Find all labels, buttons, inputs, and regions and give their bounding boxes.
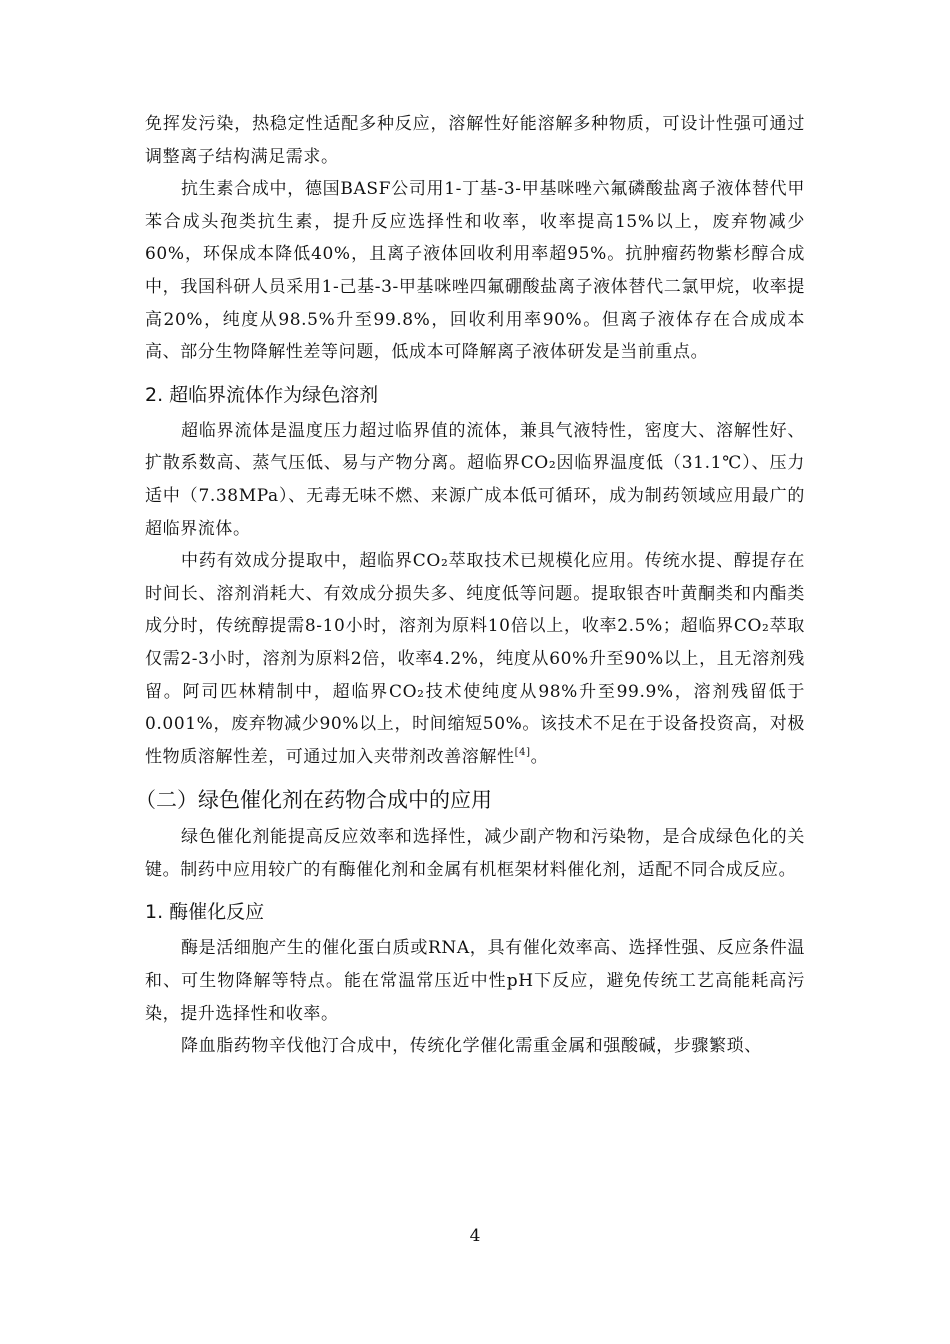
paragraph-green-catalyst-intro: 绿色催化剂能提高反应效率和选择性，减少副产物和污染物，是合成绿色化的关键。制药中应用较广的有酶催化剂和金属有机框架材料催化剂，适配不同合成反应。 [145,827,805,880]
paragraph-end-punctuation: 。 [530,746,549,767]
paragraph-supercritical-definition: 超临界流体是温度压力超过临界值的流体，兼具气液特性，密度大、溶解性好、扩散系数高、蒸气压低、易与产物分离。超临界CO₂因临界温度低（31.1℃）、压力适中（7.38MPa）、无毒无味不燃、来源广成本低可循环，成为制药领域应用最广的超临界流体。 [145,420,805,539]
section-heading-green-catalysts: （二）绿色催化剂在药物合成中的应用 [135,788,492,813]
paragraph-text: 中药有效成分提取中，超临界CO₂萃取技术已规模化应用。传统水提、醇提存在时间长、溶剂消耗大、有效成分损失多、纯度低等问题。提取银杏叶黄酮类和内酯类成分时，传统醇提需8-10小时，溶剂为原料10倍以上，收率2.5%；超临界CO₂萃取仅需2-3小时，溶剂为原料2倍，收率4.2%，纯度从60%升至90%以上，且无溶剂残留。阿司匹林精制中，超临界CO₂技术使纯度从98%升至99.9%，溶剂残留低于0.001%，废弃物减少90%以上，时间缩短50%。该技术不足在于设备投资高，对极性物质溶解性差，可通过加入夹带剂改善溶解性 [145,551,805,767]
page-body [135,108,805,1063]
citation-reference: [4] [514,746,531,758]
section-heading-enzyme-catalysis: 1. 酶催化反应 [145,901,265,924]
paragraph-enzyme-definition: 酶是活细胞产生的催化蛋白质或RNA，具有催化效率高、选择性强、反应条件温和、可生物降解等特点。能在常温常压近中性pH下反应，避免传统工艺高能耗高污染，提升选择性和收率。 [145,938,805,1024]
paragraph-simvastatin-synthesis: 降血脂药物辛伐他汀合成中，传统化学催化需重金属和强酸碱，步骤繁琐、 [181,1036,762,1057]
paragraph-supercritical-extraction [145,545,805,773]
paragraph-ionic-liquid-properties: 免挥发污染，热稳定性适配多种反应，溶解性好能溶解多种物质，可设计性强可通过调整离子结构满足需求。 [145,114,805,167]
section-heading-supercritical-fluid: 2. 超临界流体作为绿色溶剂 [145,383,379,406]
paragraph-antibiotic-synthesis: 抗生素合成中，德国BASF公司用1-丁基-3-甲基咪唑六氟磷酸盐离子液体替代甲苯合成头孢类抗生素，提升反应选择性和收率，收率提高15%以上，废弃物减少60%，环保成本降低40%，且离子液体回收利用率超95%。抗肿瘤药物紫杉醇合成中，我国科研人员采用1-己基-3-甲基咪唑四氟硼酸盐离子液体替代二氯甲烷，收率提高20%，纯度从98.5%升至99.8%，回收利用率90%。但离子液体存在合成成本高、部分生物降解性差等问题，低成本可降解离子液体研发是当前重点。 [145,179,805,363]
page-number: 4 [469,1226,481,1246]
